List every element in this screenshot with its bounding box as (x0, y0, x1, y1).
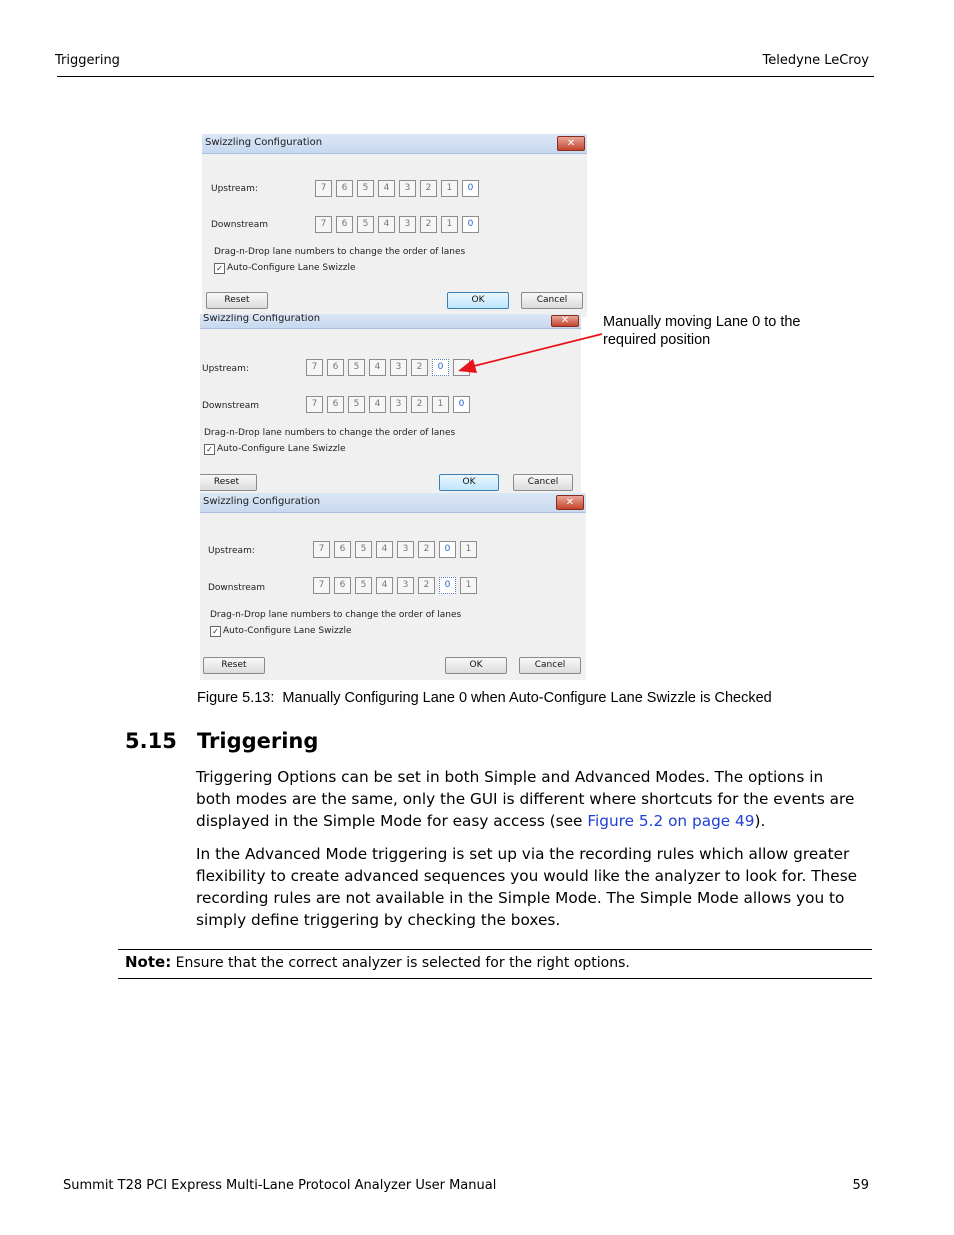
header-rule (57, 76, 874, 77)
swizzling-dialog-1 (202, 134, 587, 317)
reset-button[interactable]: Reset (206, 292, 268, 309)
ok-button[interactable]: OK (439, 474, 499, 491)
note-text: Ensure that the correct analyzer is selected for the right options. (171, 955, 630, 971)
lane-box[interactable]: 2 (411, 396, 428, 413)
lane-box[interactable]: 6 (327, 396, 344, 413)
lane-box[interactable]: 0 (462, 216, 479, 233)
swizzling-dialog-3 (200, 493, 586, 680)
lane-box[interactable]: 7 (313, 577, 330, 594)
figure-caption: Figure 5.13: Manually Configuring Lane 0 when Auto-Configure Lane Swizzle is Checked (197, 690, 772, 706)
note-bottom-rule (118, 978, 872, 979)
lane-box[interactable]: 0 (439, 541, 456, 558)
lane-box[interactable]: 7 (313, 541, 330, 558)
lane-box[interactable]: 0 (439, 577, 456, 594)
dialog-title: Swizzling Configuration (203, 314, 321, 324)
cancel-button[interactable]: Cancel (513, 474, 573, 491)
lane-box[interactable]: 3 (399, 180, 416, 197)
lane-box[interactable]: 0 (462, 180, 479, 197)
section-title: Triggering (197, 729, 319, 753)
checkbox-checked-icon[interactable]: ✓ (214, 263, 225, 274)
lane-box[interactable]: 4 (378, 180, 395, 197)
ok-button[interactable]: OK (447, 292, 509, 309)
paragraph-text: Triggering Options can be set in both Simple and Advanced Modes. The options in both modes are the same, only the GUI is different where shortcuts for the events are displayed in the Simple Mode for easy access (see (196, 768, 855, 830)
running-header-left: Triggering (55, 53, 120, 68)
note (125, 953, 630, 971)
close-button[interactable]: ✕ (551, 315, 579, 327)
lane-box[interactable]: 2 (420, 216, 437, 233)
hint-text: Drag-n-Drop lane numbers to change the order of lanes (210, 610, 462, 620)
running-header-right: Teledyne LeCroy (762, 53, 869, 68)
upstream-label: Upstream: (208, 546, 255, 556)
lane-box[interactable]: 4 (376, 541, 393, 558)
dialog-title: Swizzling Configuration (205, 137, 323, 148)
lane-box[interactable]: 4 (376, 577, 393, 594)
paragraph-2: In the Advanced Mode triggering is set up via the recording rules which allow greater flexibility to create advanced sequences you would like the analyzer to look for. These recording rules are not available in the Simple Mode. The Simple Mode allows you to simply define triggering by checking the boxes. (196, 845, 858, 929)
lane-box[interactable]: 0 (453, 396, 470, 413)
upstream-label: Upstream: (202, 364, 249, 374)
lane-box[interactable]: 6 (336, 216, 353, 233)
hint-text: Drag-n-Drop lane numbers to change the order of lanes (204, 428, 456, 438)
lane-box[interactable]: 5 (355, 577, 372, 594)
lane-box[interactable]: 3 (399, 216, 416, 233)
page-number: 59 (852, 1178, 869, 1193)
section-number: 5.15 (125, 729, 177, 753)
reset-button[interactable]: Reset (203, 657, 265, 674)
hint-text: Drag-n-Drop lane numbers to change the order of lanes (214, 247, 466, 257)
auto-configure-label: Auto-Configure Lane Swizzle (217, 444, 346, 454)
lane-box[interactable]: 4 (369, 359, 386, 376)
figure-link[interactable]: Figure 5.2 on page 49 (587, 812, 755, 830)
note-label: Note: (125, 953, 172, 971)
lane-box[interactable]: 7 (306, 396, 323, 413)
footer-manual-title: Summit T28 PCI Express Multi-Lane Protocol Analyzer User Manual (63, 1178, 497, 1193)
auto-configure-label: Auto-Configure Lane Swizzle (223, 626, 352, 636)
lane-box[interactable]: 1 (460, 541, 477, 558)
close-button[interactable]: ✕ (557, 136, 585, 151)
reset-button[interactable]: Reset (200, 474, 257, 491)
downstream-label: Downstream (208, 583, 266, 593)
dialog-titlebar (200, 493, 586, 513)
lane-box[interactable]: 7 (306, 359, 323, 376)
downstream-label: Downstream (202, 401, 260, 411)
lane-box[interactable]: 5 (357, 216, 374, 233)
lane-box[interactable]: 2 (420, 180, 437, 197)
lane-box[interactable]: 6 (336, 180, 353, 197)
lane-box[interactable]: 3 (390, 359, 407, 376)
checkbox-checked-icon[interactable]: ✓ (210, 626, 221, 637)
checkbox-checked-icon[interactable]: ✓ (204, 444, 215, 455)
lane-box-dragging[interactable]: 0 (432, 359, 449, 376)
paragraph-text: ). (754, 812, 766, 830)
lane-box[interactable]: 7 (315, 180, 332, 197)
cancel-button[interactable]: Cancel (521, 292, 583, 309)
lane-box[interactable]: 1 (432, 396, 449, 413)
lane-box[interactable]: 3 (397, 577, 414, 594)
paragraph-1 (196, 766, 861, 832)
lane-box[interactable]: 7 (315, 216, 332, 233)
callout-text: Manually moving Lane 0 to the required position (603, 314, 801, 348)
note-top-rule (118, 949, 872, 950)
lane-box[interactable]: 6 (327, 359, 344, 376)
cancel-button[interactable]: Cancel (519, 657, 581, 674)
dialog-titlebar (202, 134, 587, 154)
close-button[interactable]: ✕ (556, 495, 584, 510)
dialog-title: Swizzling Configuration (203, 496, 321, 507)
lane-box[interactable]: 2 (411, 359, 428, 376)
lane-box[interactable]: 3 (397, 541, 414, 558)
lane-box[interactable]: 5 (357, 180, 374, 197)
lane-box[interactable]: 3 (390, 396, 407, 413)
downstream-label: Downstream (211, 220, 269, 230)
lane-box[interactable]: 5 (355, 541, 372, 558)
lane-box[interactable]: 1 (441, 216, 458, 233)
lane-box[interactable]: 5 (348, 396, 365, 413)
upstream-label: Upstream: (211, 184, 258, 194)
lane-box[interactable]: 2 (418, 577, 435, 594)
lane-box[interactable]: 1 (441, 180, 458, 197)
callout-arrow-icon (440, 320, 620, 380)
lane-box[interactable]: 6 (334, 541, 351, 558)
ok-button[interactable]: OK (445, 657, 507, 674)
lane-box[interactable]: 4 (378, 216, 395, 233)
auto-configure-label: Auto-Configure Lane Swizzle (227, 263, 356, 273)
lane-box[interactable]: 2 (418, 541, 435, 558)
lane-box[interactable]: 1 (460, 577, 477, 594)
lane-box[interactable]: 4 (369, 396, 386, 413)
lane-box[interactable]: 5 (348, 359, 365, 376)
lane-box[interactable]: 6 (334, 577, 351, 594)
